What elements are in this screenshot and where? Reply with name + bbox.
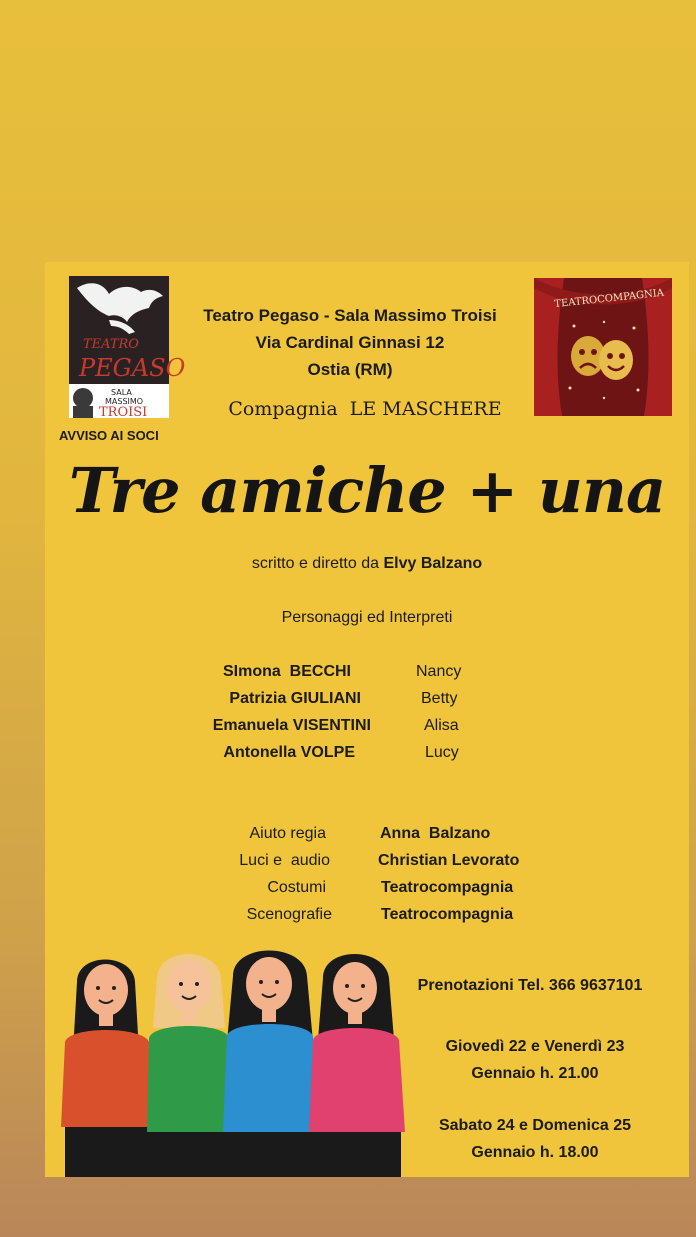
show-title: Tre amiche + una (68, 454, 666, 527)
cast-heading: Personaggi ed Interpreti (281, 609, 453, 626)
teatro-pegaso-logo (69, 276, 186, 420)
date-1-days: Giovedì 22 e Venerdì 23 (445, 1038, 625, 1055)
logo-strip (69, 384, 169, 418)
crew-role-1: Aiuto regia (249, 825, 326, 842)
four-women-illustration (55, 942, 415, 1177)
venue-address: Via Cardinal Ginnasi 12 (255, 333, 445, 352)
notice-label: AVVISO AI SOCI (59, 428, 159, 443)
woman-pink (309, 954, 405, 1177)
author-line (45, 555, 689, 573)
cast-role-3: Alisa (424, 717, 459, 734)
date-2-time: Gennaio h. 18.00 (471, 1144, 599, 1161)
date-block-2 (405, 1112, 665, 1166)
woman-orange (61, 960, 153, 1178)
venue-info (165, 302, 535, 383)
teatrocompagnia-logo (534, 278, 672, 416)
svg-text:TROISI: TROISI (99, 405, 148, 420)
cast-role-1: Nancy (416, 663, 462, 680)
crew-role-2: Luci e audio (239, 852, 330, 869)
crew-role-4: Scenografie (246, 906, 332, 923)
poster (45, 262, 689, 1177)
crew-name-3: Teatrocompagnia (381, 879, 514, 896)
crew-name-1: Anna Balzano (380, 825, 491, 842)
crew-role-3: Costumi (267, 879, 326, 896)
logo-text-teatrocompagnia: TEATROCOMPAGNIA (553, 287, 665, 311)
cast-actor-1: SImona BECCHI (222, 663, 351, 680)
date-block-1 (410, 1033, 660, 1087)
crew-name-2: Christian Levorato (378, 852, 520, 869)
woman-green (147, 954, 231, 1177)
cast-actor-3: Emanuela VISENTINI (212, 717, 371, 734)
pegasus-icon (69, 276, 186, 384)
crew-name-4: Teatrocompagnia (381, 906, 514, 923)
logo-text-teatro: TEATRO (83, 337, 139, 352)
cast-actor-4: Antonella VOLPE (223, 744, 355, 761)
svg-text:SALA: SALA (111, 388, 132, 397)
logo-text-pegaso: PEGASO (79, 354, 186, 382)
venue-city: Ostia (RM) (307, 360, 393, 379)
author-name: Elvy Balzano (383, 555, 483, 572)
date-1-time: Gennaio h. 21.00 (471, 1065, 599, 1082)
cast-role-2: Betty (421, 690, 458, 707)
cast-actor-2: Patrizia GIULIANI (229, 690, 361, 707)
booking-phone: Prenotazioni Tel. 366 9637101 (417, 977, 643, 994)
woman-blue (223, 951, 317, 1178)
author-prefix: scritto e diretto da (251, 555, 384, 572)
svg-text:MASSIMO: MASSIMO (105, 397, 144, 406)
company-name: Compagnia LE MASCHERE (228, 398, 502, 420)
cast-role-4: Lucy (425, 744, 459, 761)
venue-name: Teatro Pegaso - Sala Massimo Troisi (203, 306, 497, 325)
date-2-days: Sabato 24 e Domenica 25 (438, 1117, 632, 1134)
